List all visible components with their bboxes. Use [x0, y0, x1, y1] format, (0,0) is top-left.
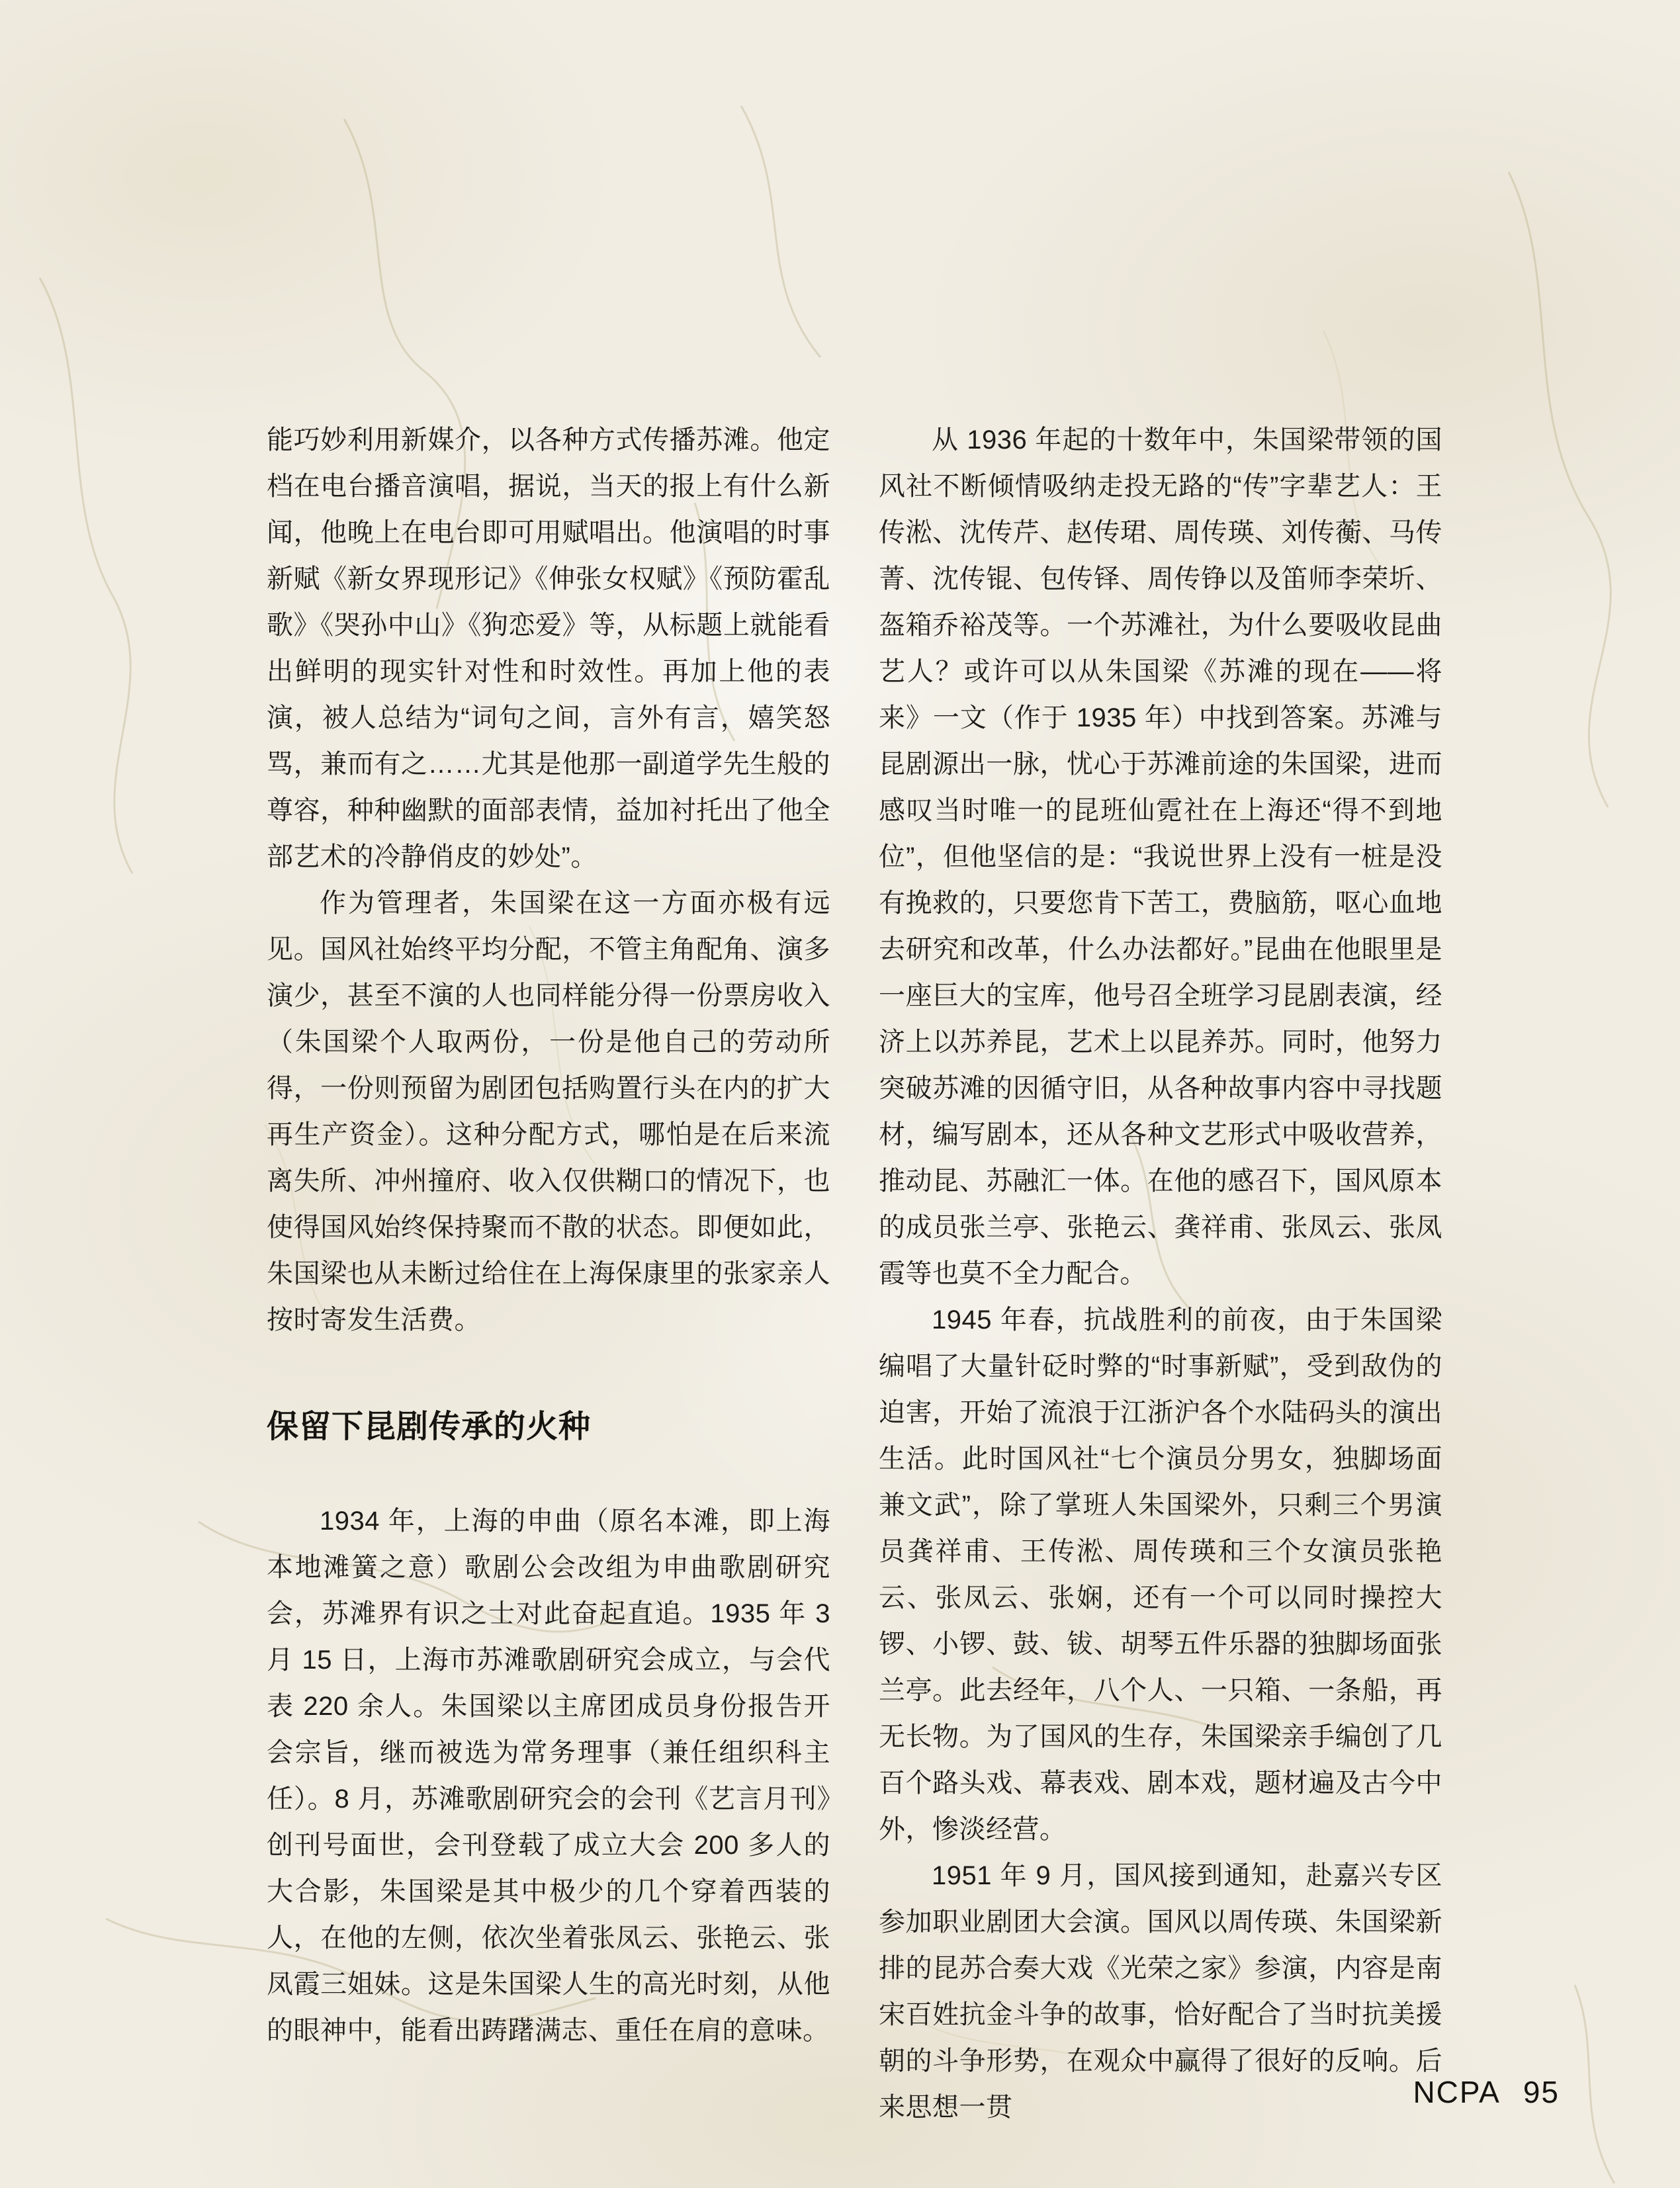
footer-brand: NCPA — [1413, 2075, 1501, 2109]
body-paragraph: 1951 年 9 月，国风接到通知，赴嘉兴专区参加职业剧团大会演。国风以周传瑛、朱国梁新排的昆苏合奏大戏《光荣之家》参演，内容是南宋百姓抗金斗争的故事，恰好配合了当时抗美援朝的斗争形势，在观众中赢得了很好的反响。后来思想一贯 — [879, 1861, 1442, 2122]
column-left — [267, 417, 830, 2054]
footer-page-number: 95 — [1523, 2075, 1560, 2109]
body-paragraph: 从 1936 年起的十数年中，朱国梁带领的国风社不断倾情吸纳走投无路的“传”字辈艺人：王传淞、沈传芹、赵传珺、周传瑛、刘传蘅、马传菁、沈传锟、包传铎、周传铮以及笛师李荣圻、盔箱乔裕茂等。一个苏滩社，为什么要吸收昆曲艺人？或许可以从朱国梁《苏滩的现在——将来》一文（作于 1935 年）中找到答案。苏滩与昆剧源出一脉，忧心于苏滩前途的朱国梁，进而感叹当时唯一的昆班仙霓社在上海还“得不到地位”，但他坚信的是：“我说世界上没有一桩是没有挽救的，只要您肯下苦工，费脑筋，呕心血地去研究和改革，什么办法都好。”昆曲在他眼里是一座巨大的宝库，他号召全班学习昆剧表演，经济上以苏养昆，艺术上以昆养苏。同时，他努力突破苏滩的因循守旧，从各种故事内容中寻找题材，编写剧本，还从各种文艺形式中吸收营养，推动昆、苏融汇一体。在他的感召下，国风原本的成员张兰亭、张艳云、龚祥甫、张凤云、张凤霞等也莫不全力配合。 — [879, 425, 1442, 1288]
body-paragraph: 作为管理者，朱国梁在这一方面亦极有远见。国风社始终平均分配，不管主角配角、演多演少，甚至不演的人也同样能分得一份票房收入（朱国梁个人取两份，一份是他自己的劳动所得，一份则预留为剧团包括购置行头在内的扩大再生产资金）。这种分配方式，哪怕是在后来流离失所、冲州撞府、收入仅供糊口的情况下，也使得国风始终保持聚而不散的状态。即便如此，朱国梁也从未断过给住在上海保康里的张家亲人按时寄发生活费。 — [267, 889, 830, 1335]
column-right — [879, 417, 1442, 2130]
section-heading: 保留下昆剧传承的火种 — [267, 1409, 592, 1444]
body-paragraph: 1934 年，上海的申曲（原名本滩，即上海本地滩簧之意）歌剧公会改组为申曲歌剧研究会，苏滩界有识之士对此奋起直追。1935 年 3 月 15 日，上海市苏滩歌剧研究会成立，与会代表 220 余人。朱国梁以主席团成员身份报告开会宗旨，继而被选为常务理事（兼任组织科主任）。8 月，苏滩歌剧研究会的会刊《艺言月刊》创刊号面世，会刊登载了成立大会 200 多人的大合影，朱国梁是其中极少的几个穿着西装的人，在他的左侧，依次坐着张凤云、张艳云、张凤霞三姐妹。这是朱国梁人生的高光时刻，从他的眼神中，能看出踌躇满志、重任在肩的意味。 — [267, 1507, 830, 2045]
body-paragraph: 能巧妙利用新媒介，以各种方式传播苏滩。他定档在电台播音演唱，据说，当天的报上有什么新闻，他晚上在电台即可用赋唱出。他演唱的时事新赋《新女界现形记》《伸张女权赋》《预防霍乱歌》《哭孙中山》《狗恋爱》等，从标题上就能看出鲜明的现实针对性和时效性。再加上他的表演，被人总结为“词句之间，言外有言，嬉笑怒骂，兼而有之……尤其是他那一副道学先生般的尊容，种种幽默的面部表情，益加衬托出了他全部艺术的冷静俏皮的妙处”。 — [267, 425, 830, 871]
page-footer — [1413, 2074, 1560, 2110]
body-paragraph: 1945 年春，抗战胜利的前夜，由于朱国梁编唱了大量针砭时弊的“时事新赋”，受到敌伪的迫害，开始了流浪于江浙沪各个水陆码头的演出生活。此时国风社“七个演员分男女，独脚场面兼文武”，除了掌班人朱国梁外，只剩三个男演员龚祥甫、王传淞、周传瑛和三个女演员张艳云、张凤云、张娴，还有一个可以同时操控大锣、小锣、鼓、钹、胡琴五件乐器的独脚场面张兰亭。此去经年，八个人、一只箱、一条船，再无长物。为了国风的生存，朱国梁亲手编创了几百个路头戏、幕表戏、剧本戏，题材遍及古今中外，惨淡经营。 — [879, 1305, 1442, 1844]
